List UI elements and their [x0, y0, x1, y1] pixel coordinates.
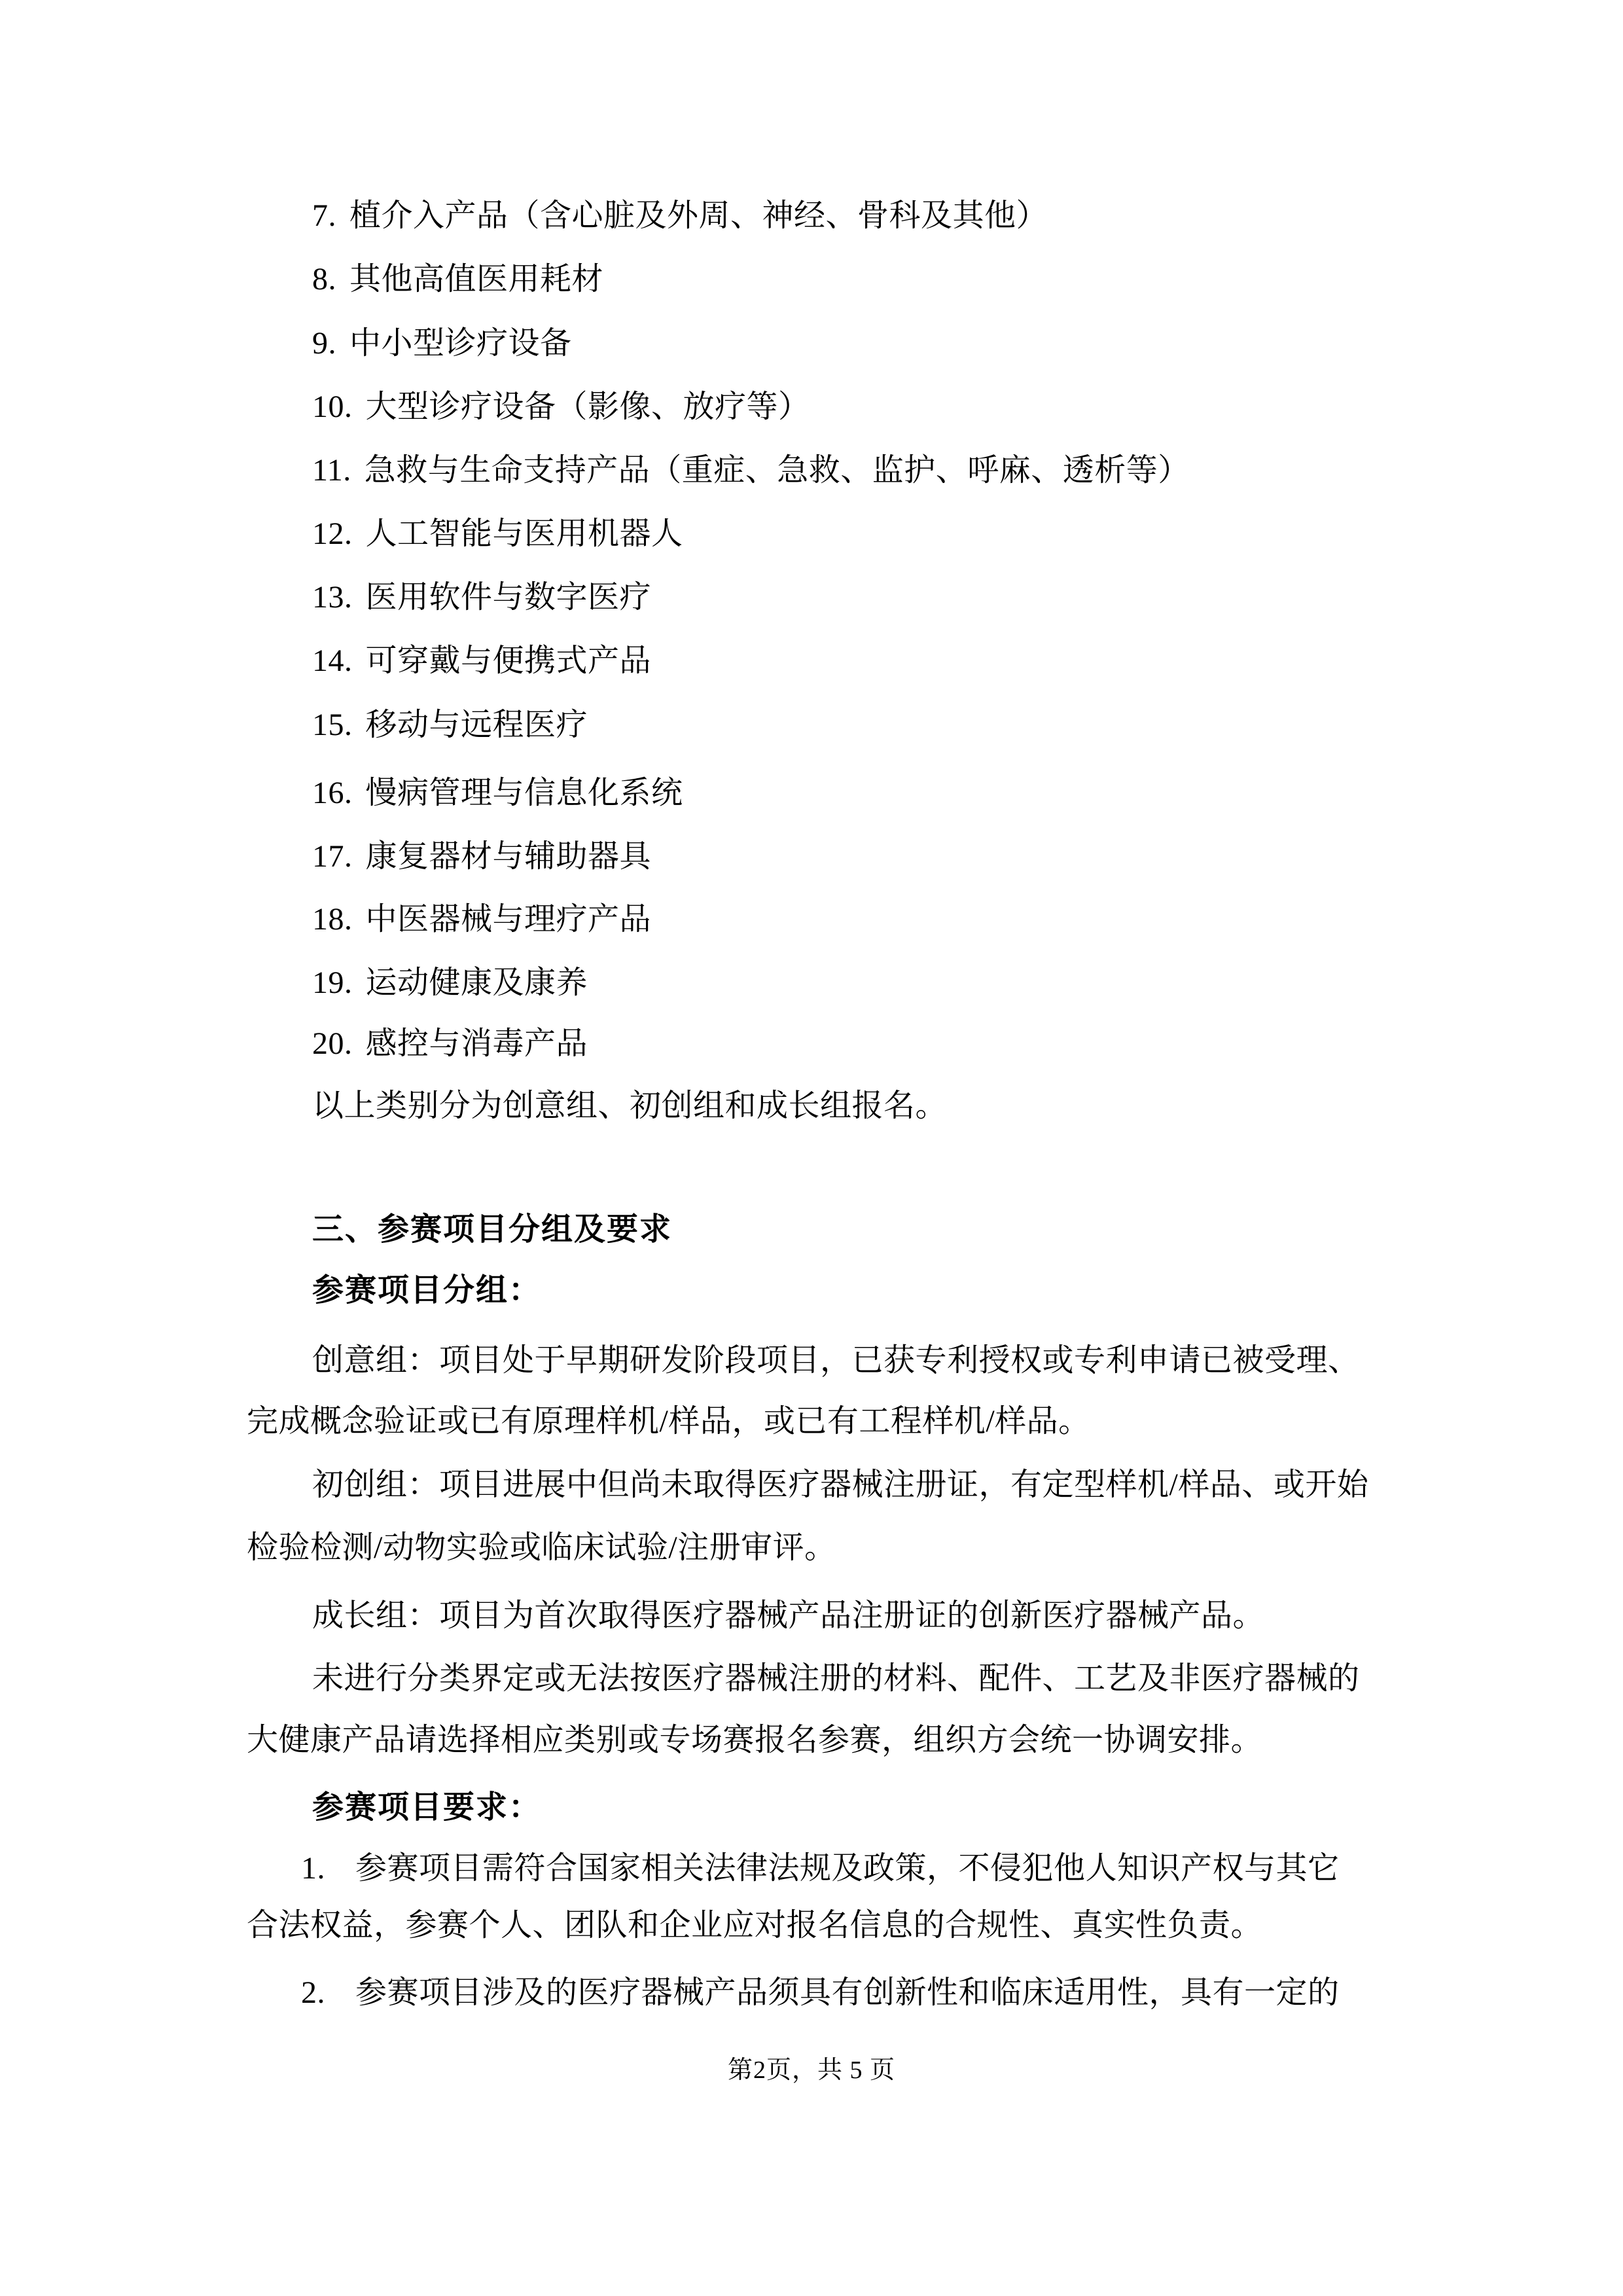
list-item-text: 人工智能与医用机器人 — [365, 516, 683, 551]
creative-group-line1: 创意组：项目处于早期研发阶段项目，已获专利授权或专利申请已被受理、 — [312, 1343, 1360, 1378]
list-item-text: 其他高值医用耗材 — [349, 262, 604, 296]
section-heading: 三、参赛项目分组及要求 — [312, 1212, 673, 1247]
list-item-number: 10. — [312, 389, 353, 424]
list-item — [312, 324, 572, 363]
list-item — [312, 451, 1190, 490]
requirement-text: 参赛项目需符合国家相关法律法规及政策，不侵犯他人知识产权与其它 — [355, 1851, 1340, 1886]
list-item-text: 慢病管理与信息化系统 — [365, 776, 683, 810]
requirement-number: 2. — [301, 1975, 325, 2010]
growth-group-line: 成长组：项目为首次取得医疗器械产品注册证的创新医疗器械产品。 — [312, 1598, 1265, 1633]
list-closing-note: 以上类别分为创意组、初创组和成长组报名。 — [312, 1088, 948, 1123]
grouping-label: 参赛项目分组： — [312, 1273, 542, 1308]
list-item-text: 中小型诊疗设备 — [349, 326, 572, 361]
other-products-line1: 未进行分类界定或无法按医疗器械注册的材料、配件、工艺及非医疗器械的 — [312, 1661, 1360, 1696]
list-item-text: 大型诊疗设备（影像、放疗等） — [365, 389, 810, 424]
list-item-number: 12. — [312, 516, 353, 551]
list-item-text: 移动与远程医疗 — [365, 708, 588, 742]
list-item-number: 14. — [312, 643, 353, 678]
list-item — [312, 706, 588, 745]
list-item-number: 7. — [312, 198, 336, 233]
list-item — [312, 963, 588, 1003]
list-item-number: 11. — [312, 453, 351, 488]
list-item — [312, 774, 683, 813]
list-item — [312, 196, 1048, 236]
page-number-footer: 第2页，共 5 页 — [727, 2056, 895, 2084]
list-item — [312, 578, 651, 617]
list-item-number: 15. — [312, 708, 353, 742]
list-item-text: 医用软件与数字医疗 — [365, 580, 652, 615]
list-item — [312, 641, 651, 681]
requirement-number: 1. — [301, 1851, 325, 1886]
list-item — [312, 837, 651, 876]
startup-group-line1: 初创组：项目进展中但尚未取得医疗器械注册证，有定型样机/样品、或开始 — [312, 1467, 1369, 1502]
list-item — [312, 1024, 588, 1064]
list-item-number: 20. — [312, 1026, 353, 1061]
list-item-text: 中医器械与理疗产品 — [365, 902, 652, 937]
list-item — [312, 900, 651, 939]
requirement-text: 参赛项目涉及的医疗器械产品须具有创新性和临床适用性，具有一定的 — [355, 1975, 1340, 2010]
list-item-text: 植介入产品（含心脏及外周、神经、骨科及其他） — [349, 198, 1048, 233]
list-item-text: 康复器材与辅助器具 — [365, 839, 652, 874]
list-item — [312, 387, 810, 427]
list-item-text: 可穿戴与便携式产品 — [365, 643, 652, 678]
list-item-text: 运动健康及康养 — [365, 965, 588, 1000]
list-item-number: 13. — [312, 580, 353, 615]
requirement-item-1 — [301, 1849, 1340, 1888]
list-item — [312, 514, 683, 554]
list-item — [312, 260, 603, 299]
creative-group-line2: 完成概念验证或已有原理样机/样品，或已有工程样机/样品。 — [247, 1404, 1090, 1439]
list-item-text: 急救与生命支持产品（重症、急救、监护、呼麻、透析等） — [364, 453, 1190, 488]
startup-group-line2: 检验检测/动物实验或临床试验/注册审评。 — [247, 1530, 836, 1565]
list-item-number: 9. — [312, 326, 336, 361]
list-item-number: 8. — [312, 262, 336, 296]
list-item-text: 感控与消毒产品 — [365, 1026, 588, 1061]
other-products-line2: 大健康产品请选择相应类别或专场赛报名参赛，组织方会统一协调安排。 — [247, 1723, 1263, 1757]
list-item-number: 19. — [312, 965, 353, 1000]
list-item-number: 18. — [312, 902, 353, 937]
requirement-item-1-cont: 合法权益，参赛个人、团队和企业应对报名信息的合规性、真实性负责。 — [247, 1908, 1263, 1943]
list-item-number: 17. — [312, 839, 353, 874]
requirement-item-2 — [301, 1973, 1340, 2013]
list-item-number: 16. — [312, 776, 353, 810]
requirements-label: 参赛项目要求： — [312, 1790, 542, 1825]
